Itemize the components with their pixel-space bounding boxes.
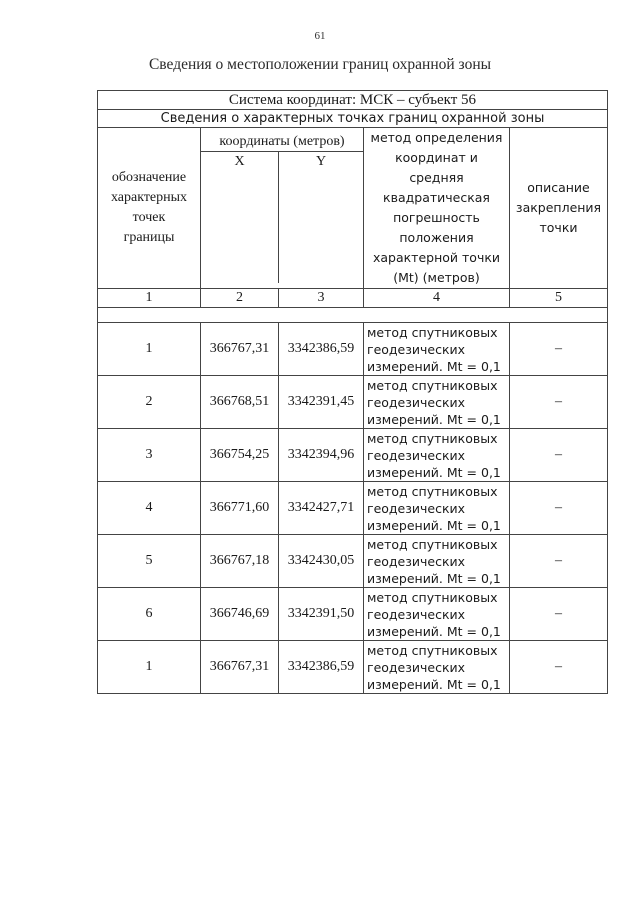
header-line: характерной точки	[372, 250, 500, 265]
header-line: (Mt) (метров)	[393, 270, 480, 285]
method-line: измерений. Mt = 0,1	[367, 517, 501, 533]
method-line: геодезических	[367, 553, 466, 569]
header-line: точек	[132, 210, 166, 225]
header-line: положения	[399, 230, 474, 245]
method-line: метод спутниковых	[367, 483, 498, 499]
method-line: геодезических	[367, 341, 466, 357]
method-line: геодезических	[367, 606, 466, 622]
table-row	[98, 641, 608, 694]
column-number: 4	[364, 289, 510, 308]
method-cell	[364, 429, 510, 482]
method-line: метод спутниковых	[367, 324, 498, 340]
fixation-description-cell: –	[510, 588, 608, 641]
method-line: измерений. Mt = 0,1	[367, 676, 501, 692]
coordinates-header	[201, 128, 364, 289]
table-row	[98, 482, 608, 535]
method-line: метод спутниковых	[367, 642, 498, 658]
spacer-row	[98, 308, 608, 323]
method-header	[364, 128, 510, 289]
method-cell	[364, 535, 510, 588]
table-row	[98, 535, 608, 588]
method-cell	[364, 641, 510, 694]
point-number-cell: 1	[98, 323, 201, 376]
point-number-cell: 5	[98, 535, 201, 588]
method-line: метод спутниковых	[367, 430, 498, 446]
point-number-cell: 2	[98, 376, 201, 429]
document-title: Сведения о местоположении границ охранной зоны	[148, 56, 492, 73]
coordinates-label: координаты (метров)	[201, 133, 363, 152]
x-coordinate-cell: 366754,25	[201, 429, 279, 482]
y-coordinate-cell: 3342394,96	[279, 429, 364, 482]
y-label: Y	[315, 154, 327, 169]
method-cell	[364, 376, 510, 429]
header-line: точки	[539, 220, 578, 235]
x-label: X	[201, 152, 279, 283]
header-line: метод определения	[370, 130, 503, 145]
header-line: характерных	[110, 190, 188, 205]
point-number-cell: 6	[98, 588, 201, 641]
boundary-points-table	[97, 90, 608, 694]
header-line: закрепления	[515, 200, 602, 215]
y-coordinate-cell: 3342386,59	[279, 323, 364, 376]
page-number: 61	[314, 30, 326, 42]
point-number-cell: 1	[98, 641, 201, 694]
fixation-description-cell: –	[510, 323, 608, 376]
coordinate-system-header: Система координат: МСК – субъект 56	[98, 91, 608, 110]
fixation-description-cell: –	[510, 376, 608, 429]
point-number-cell: 3	[98, 429, 201, 482]
method-cell	[364, 482, 510, 535]
fixation-description-cell: –	[510, 429, 608, 482]
x-coordinate-cell: 366746,69	[201, 588, 279, 641]
column-number: 3	[279, 289, 364, 308]
method-line: геодезических	[367, 500, 466, 516]
point-number-cell: 4	[98, 482, 201, 535]
header-line: координат и средняя	[395, 150, 478, 185]
table-row	[98, 429, 608, 482]
x-coordinate-cell: 366768,51	[201, 376, 279, 429]
method-line: измерений. Mt = 0,1	[367, 570, 501, 586]
fixation-description-cell: –	[510, 482, 608, 535]
column-number: 2	[201, 289, 279, 308]
column-number: 1	[98, 289, 201, 308]
method-line: метод спутниковых	[367, 589, 498, 605]
method-line: метод спутниковых	[367, 536, 498, 552]
table-row	[98, 376, 608, 429]
header-line: описание	[527, 180, 590, 195]
header-line: обозначение	[111, 170, 187, 185]
y-coordinate-cell: 3342427,71	[279, 482, 364, 535]
x-coordinate-cell: 366767,18	[201, 535, 279, 588]
y-coordinate-cell: 3342391,45	[279, 376, 364, 429]
y-coordinate-cell: 3342386,59	[279, 641, 364, 694]
method-line: геодезических	[367, 659, 466, 675]
fixation-description-header	[510, 128, 608, 289]
table-row	[98, 588, 608, 641]
method-line: измерений. Mt = 0,1	[367, 623, 501, 639]
point-designation-header	[98, 128, 201, 289]
method-line: измерений. Mt = 0,1	[367, 411, 501, 427]
header-line: границы	[123, 230, 175, 245]
header-line: погрешность	[393, 210, 480, 225]
fixation-description-cell: –	[510, 641, 608, 694]
y-coordinate-cell: 3342430,05	[279, 535, 364, 588]
xy-labels	[201, 152, 363, 283]
method-line: измерений. Mt = 0,1	[367, 358, 501, 374]
method-line: геодезических	[367, 447, 466, 463]
column-number: 5	[510, 289, 608, 308]
method-line: измерений. Mt = 0,1	[367, 464, 501, 480]
method-cell	[364, 588, 510, 641]
fixation-description-cell: –	[510, 535, 608, 588]
header-line: квадратическая	[383, 190, 490, 205]
method-cell	[364, 323, 510, 376]
x-coordinate-cell: 366767,31	[201, 323, 279, 376]
method-line: геодезических	[367, 394, 466, 410]
method-line: метод спутниковых	[367, 377, 498, 393]
x-coordinate-cell: 366771,60	[201, 482, 279, 535]
y-coordinate-cell: 3342391,50	[279, 588, 364, 641]
table-row	[98, 323, 608, 376]
x-coordinate-cell: 366767,31	[201, 641, 279, 694]
section-header: Сведения о характерных точках границ охранной зоны	[98, 110, 608, 128]
